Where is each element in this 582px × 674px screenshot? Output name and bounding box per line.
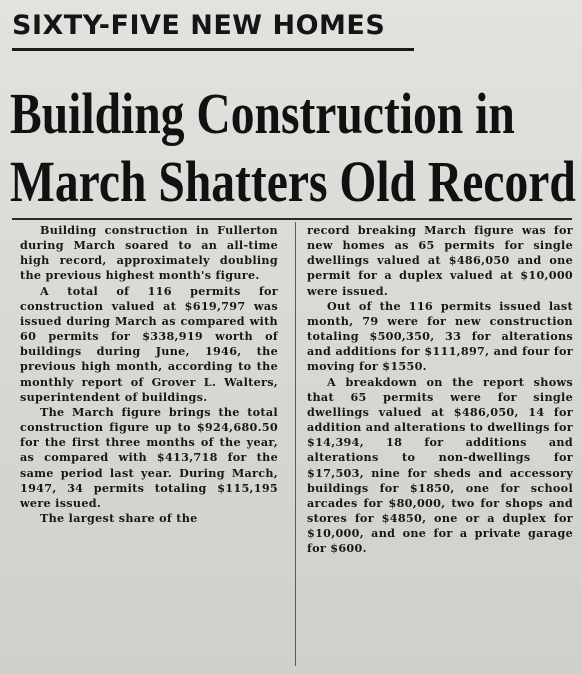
- headline-line-2: March Shatters Old Record: [10, 149, 576, 214]
- paragraph: A total of 116 permits for construction valued at $619,797 was issued during March as compared with 60 permits for $338,919 worth of buildings during June, 1946, the previous high month, according to the monthly report of Grover L. Walters, superintendent of buildings.: [20, 283, 278, 404]
- paragraph: Building construction in Fullerton during March soared to an all-time high record, approximately doubling the previous highest month's figure.: [20, 223, 278, 283]
- paragraph: The largest share of the: [40, 510, 198, 525]
- headline-rule: [12, 218, 572, 220]
- kicker-heading: SIXTY-FIVE NEW HOMES: [12, 10, 386, 41]
- headline-line-1: Building Construction in: [10, 81, 515, 146]
- paragraph: A breakdown on the report shows that 65 permits were for single dwellings valued at $486,050, 14 for addition and alterations to dwellings for $14,394, 18 for additions and alterations to non-dwellings for $17,503, nine for sheds and accessory buildings for $1850, one for school arcades for $80,000, two for shops and stores for $4850, one or a duplex for $10,000, and one for a private garage for $600.: [307, 374, 573, 556]
- left-column: [20, 223, 278, 526]
- kicker-rule: [12, 48, 414, 51]
- headline: [10, 80, 576, 216]
- paragraph: The March figure brings the total construction figure up to $924,680.50 for the first three months of the year, as compared with $413,718 for the same period last year. During March, 1947, 34 permits totaling $115,195 were issued.: [20, 404, 278, 510]
- paragraph: Out of the 116 permits issued last month, 79 were for new construction totaling $500,350, 33 for alterations and additions for $111,897, and four for moving for $1550.: [307, 298, 573, 374]
- column-divider: [295, 222, 296, 666]
- paragraph: record breaking March figure was for new homes as 65 permits for single dwellings valued at $486,050 and one permit for a duplex valued at $10,000 were issued.: [307, 223, 573, 298]
- right-column: [307, 223, 573, 556]
